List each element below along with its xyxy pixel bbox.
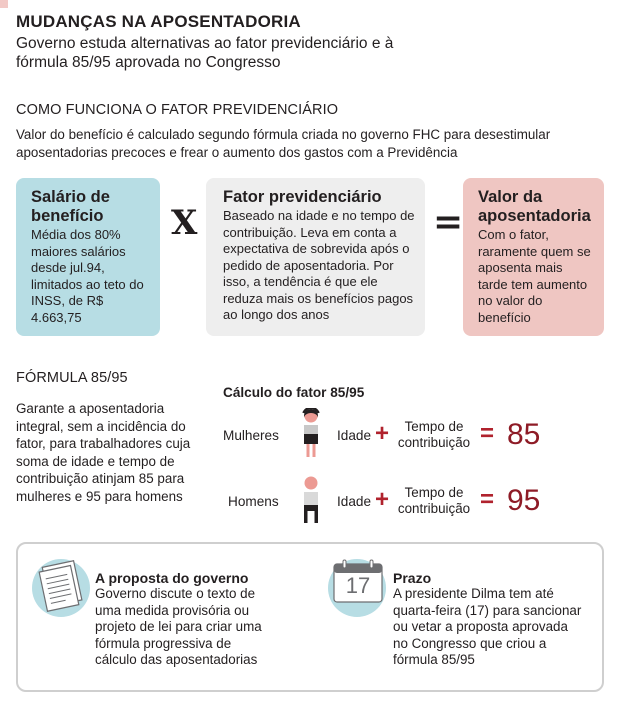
proposta-body: Governo discute o texto de uma medida provisória ou projeto de lei para criar uma fórmula progressiva de cálculo das aposentadorias: [95, 586, 262, 667]
calc-title: Cálculo do fator 85/95: [223, 385, 365, 400]
mulheres-label: Mulheres: [223, 428, 279, 443]
salario-box: [16, 178, 160, 336]
woman-icon: [300, 408, 322, 464]
fator-box-title: Fator previdenciário: [223, 188, 382, 206]
fator-box-body: Baseado na idade e no tempo de contribuição. Leva em conta a expectativa de sobrevida após o pedido de aposentadoria. Por isso, a tendência é que ele reduza mais os benefícios pagos ao longo dos anos: [223, 208, 415, 322]
fator-intro: Valor do benefício é calculado segundo fórmula criada no governo FHC para desestimular aposentadorias precoces e frear o aumento dos gastos com a Previdência: [16, 127, 551, 160]
mulheres-tempo: Tempo de contribuição: [397, 419, 471, 450]
mulheres-idade: Idade: [337, 428, 372, 443]
prazo-title: Prazo: [393, 570, 432, 586]
homens-value: 95: [507, 484, 541, 517]
valor-body: Com o fator, raramente quem se aposenta mais tarde tem aumento no valor do benefício: [478, 227, 591, 325]
fator-heading: COMO FUNCIONA O FATOR PREVIDENCIÁRIO: [16, 102, 339, 118]
homens-equals: =: [480, 486, 495, 513]
homens-label: Homens: [228, 494, 279, 509]
mulheres-equals: =: [480, 420, 495, 447]
fator-box: [206, 178, 425, 336]
corner-accent: [0, 0, 8, 8]
document-icon: [32, 553, 102, 619]
salario-body: Média dos 80% maiores salários desde jul.94, limitados ao teto do INSS, de R$ 4.663,75: [31, 227, 144, 325]
equals-sign: =: [433, 201, 464, 243]
formula-description: Garante a aposentadoria integral, sem a incidência do fator, para trabalhadores cuja soma de idade e tempo de contribuição atinjam 85 para mulheres e 95 para homens: [16, 401, 191, 504]
man-icon: [300, 475, 322, 531]
valor-box: [463, 178, 604, 336]
prazo-body: A presidente Dilma tem até quarta-feira (17) para sancionar ou vetar a proposta aprovada no Congresso que criou a fórmula 85/95: [393, 586, 582, 667]
multiply-sign: X: [171, 203, 198, 243]
valor-title: Valor da aposentadoria: [478, 188, 591, 225]
mulheres-value: 85: [507, 418, 541, 451]
calendar-day: 17: [345, 573, 371, 598]
mulheres-plus: +: [375, 420, 390, 447]
page-subtitle: Governo estuda alternativas ao fator previdenciário e à fórmula 85/95 aprovada no Congresso: [16, 35, 394, 71]
homens-plus: +: [375, 486, 390, 513]
salario-title: Salário de benefício: [31, 188, 110, 225]
page-title: MUDANÇAS NA APOSENTADORIA: [16, 12, 301, 31]
homens-idade: Idade: [337, 494, 372, 509]
proposta-title: A proposta do governo: [95, 570, 249, 586]
formula-heading: FÓRMULA 85/95: [16, 370, 128, 386]
homens-tempo: Tempo de contribuição: [397, 485, 471, 516]
